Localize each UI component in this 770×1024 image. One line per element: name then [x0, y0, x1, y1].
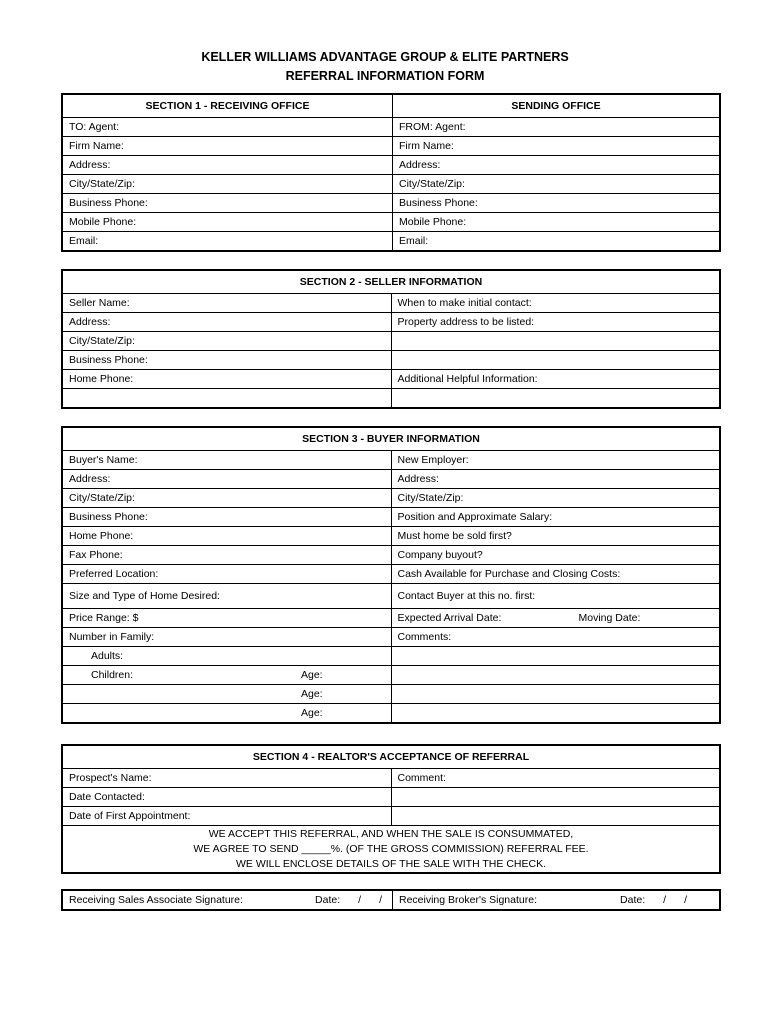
comment-field[interactable]: Comment: — [391, 769, 720, 788]
sending-firm-field[interactable]: Firm Name: — [393, 137, 721, 156]
number-in-family-field[interactable]: Number in Family: — [62, 628, 391, 647]
sending-address-field[interactable]: Address: — [393, 156, 721, 175]
table-row — [62, 788, 720, 807]
child-age-field-3[interactable] — [62, 704, 391, 724]
broker-date-slash-1: / — [663, 894, 667, 906]
section-4-header: SECTION 4 - REALTOR'S ACCEPTANCE OF REFERRAL — [62, 745, 720, 769]
preferred-location-field[interactable]: Preferred Location: — [62, 565, 391, 584]
adults-label: Adults: — [91, 650, 124, 662]
moving-date-label: Moving Date: — [578, 612, 641, 624]
children-field[interactable] — [62, 666, 391, 685]
table-row — [62, 508, 720, 527]
additional-info-field[interactable]: Additional Helpful Information: — [391, 370, 720, 389]
table-row — [62, 332, 720, 351]
broker-signature-label: Receiving Broker's Signature: — [399, 894, 537, 906]
adults-field[interactable] — [62, 647, 391, 666]
price-range-field[interactable]: Price Range: $ — [62, 609, 391, 628]
acceptance-line-1: WE ACCEPT THIS REFERRAL, AND WHEN THE SALE IS CONSUMMATED, — [208, 827, 574, 840]
buyer-fax-field[interactable]: Fax Phone: — [62, 546, 391, 565]
seller-name-field[interactable]: Seller Name: — [62, 294, 391, 313]
section-3-header: SECTION 3 - BUYER INFORMATION — [62, 427, 720, 451]
table-row — [62, 137, 720, 156]
associate-date-label: Date: — [315, 894, 341, 906]
receiving-email-field[interactable]: Email: — [62, 232, 393, 252]
property-address-field[interactable]: Property address to be listed: — [391, 313, 720, 332]
comments-cont4-field[interactable] — [391, 704, 720, 724]
section-3-table — [61, 426, 721, 724]
comments-cont2-field[interactable] — [391, 666, 720, 685]
children-label: Children: — [91, 669, 134, 681]
table-row — [62, 527, 720, 546]
section-2-table — [61, 269, 721, 409]
comments-field[interactable]: Comments: — [391, 628, 720, 647]
comment-cont2-field[interactable] — [391, 807, 720, 826]
table-row — [62, 685, 720, 704]
employer-address-field[interactable]: Address: — [391, 470, 720, 489]
comment-cont-field[interactable] — [391, 788, 720, 807]
table-row — [62, 609, 720, 628]
expected-arrival-label: Expected Arrival Date: — [397, 612, 502, 624]
comments-cont3-field[interactable] — [391, 685, 720, 704]
buyer-home-phone-field[interactable]: Home Phone: — [62, 527, 391, 546]
position-salary-field[interactable]: Position and Approximate Salary: — [391, 508, 720, 527]
acceptance-statement — [62, 826, 720, 874]
table-row — [62, 213, 720, 232]
company-buyout-field[interactable]: Company buyout? — [391, 546, 720, 565]
home-type-field[interactable]: Size and Type of Home Desired: — [62, 584, 391, 609]
table-row — [62, 232, 720, 252]
child-age-field-2[interactable] — [62, 685, 391, 704]
property-address-cont2-field[interactable] — [391, 351, 720, 370]
associate-date-slash-2: / — [379, 894, 382, 906]
seller-address-field[interactable]: Address: — [62, 313, 391, 332]
section-1-table — [61, 93, 721, 252]
table-row — [62, 175, 720, 194]
sending-email-field[interactable]: Email: — [393, 232, 721, 252]
seller-home-phone-field[interactable]: Home Phone: — [62, 370, 391, 389]
property-address-cont-field[interactable] — [391, 332, 720, 351]
seller-blank-field[interactable] — [62, 389, 391, 409]
receiving-address-field[interactable]: Address: — [62, 156, 393, 175]
child-age-label-1: Age: — [301, 669, 323, 681]
table-row — [62, 704, 720, 724]
receiving-business-phone-field[interactable]: Business Phone: — [62, 194, 393, 213]
table-row — [62, 565, 720, 584]
broker-signature-field[interactable] — [393, 890, 721, 910]
table-row — [62, 546, 720, 565]
table-row — [62, 370, 720, 389]
arrival-moving-field[interactable] — [391, 609, 720, 628]
broker-date-label: Date: — [620, 894, 646, 906]
first-appointment-field[interactable]: Date of First Appointment: — [62, 807, 391, 826]
table-row — [62, 194, 720, 213]
form-title: KELLER WILLIAMS ADVANTAGE GROUP & ELITE PARTNERS — [201, 50, 569, 64]
table-row — [62, 489, 720, 508]
associate-signature-label: Receiving Sales Associate Signature: — [69, 894, 243, 906]
table-row — [62, 470, 720, 489]
comments-cont-field[interactable] — [391, 647, 720, 666]
contact-buyer-field[interactable]: Contact Buyer at this no. first: — [391, 584, 720, 609]
table-row — [62, 389, 720, 409]
section-2-header: SECTION 2 - SELLER INFORMATION — [62, 270, 720, 294]
seller-business-phone-field[interactable]: Business Phone: — [62, 351, 391, 370]
sending-mobile-phone-field[interactable]: Mobile Phone: — [393, 213, 721, 232]
prospect-name-field[interactable]: Prospect's Name: — [62, 769, 391, 788]
table-row — [62, 769, 720, 788]
date-contacted-field[interactable]: Date Contacted: — [62, 788, 391, 807]
acceptance-line-2: WE AGREE TO SEND _____%. (OF THE GROSS COMMISSION) REFERRAL FEE. — [193, 842, 589, 855]
associate-date-slash-1: / — [358, 894, 362, 906]
table-row — [62, 156, 720, 175]
table-row — [62, 807, 720, 826]
table-row — [62, 351, 720, 370]
buyer-city-field[interactable]: City/State/Zip: — [62, 489, 391, 508]
signature-table — [61, 889, 721, 911]
receiving-agent-field[interactable]: TO: Agent: — [62, 118, 393, 137]
initial-contact-field[interactable]: When to make initial contact: — [391, 294, 720, 313]
child-age-label-3: Age: — [301, 707, 323, 719]
table-row — [62, 313, 720, 332]
section-1-header: SECTION 1 - RECEIVING OFFICE — [62, 94, 393, 118]
receiving-city-field[interactable]: City/State/Zip: — [62, 175, 393, 194]
table-row — [62, 647, 720, 666]
form-subtitle: REFERRAL INFORMATION FORM — [285, 69, 485, 83]
sending-office-header: SENDING OFFICE — [393, 94, 721, 118]
section-4-table — [61, 744, 721, 874]
receiving-firm-field[interactable]: Firm Name: — [62, 137, 393, 156]
table-row — [62, 294, 720, 313]
home-sold-first-field[interactable]: Must home be sold first? — [391, 527, 720, 546]
table-row — [62, 584, 720, 609]
sending-agent-field[interactable]: FROM: Agent: — [393, 118, 721, 137]
acceptance-line-3: WE WILL ENCLOSE DETAILS OF THE SALE WITH THE CHECK. — [235, 857, 546, 870]
seller-city-field[interactable]: City/State/Zip: — [62, 332, 391, 351]
table-row — [62, 451, 720, 470]
buyer-address-field[interactable]: Address: — [62, 470, 391, 489]
child-age-label-2: Age: — [301, 688, 323, 700]
sending-business-phone-field[interactable]: Business Phone: — [393, 194, 721, 213]
cash-available-field[interactable]: Cash Available for Purchase and Closing Costs: — [391, 565, 720, 584]
buyer-business-phone-field[interactable]: Business Phone: — [62, 508, 391, 527]
additional-info-cont-field[interactable] — [391, 389, 720, 409]
associate-signature-field[interactable] — [62, 890, 393, 910]
new-employer-field[interactable]: New Employer: — [391, 451, 720, 470]
table-row — [62, 118, 720, 137]
broker-date-slash-2: / — [684, 894, 687, 906]
table-row — [62, 666, 720, 685]
sending-city-field[interactable]: City/State/Zip: — [393, 175, 721, 194]
employer-city-field[interactable]: City/State/Zip: — [391, 489, 720, 508]
buyer-name-field[interactable]: Buyer's Name: — [62, 451, 391, 470]
receiving-mobile-phone-field[interactable]: Mobile Phone: — [62, 213, 393, 232]
table-row — [62, 628, 720, 647]
